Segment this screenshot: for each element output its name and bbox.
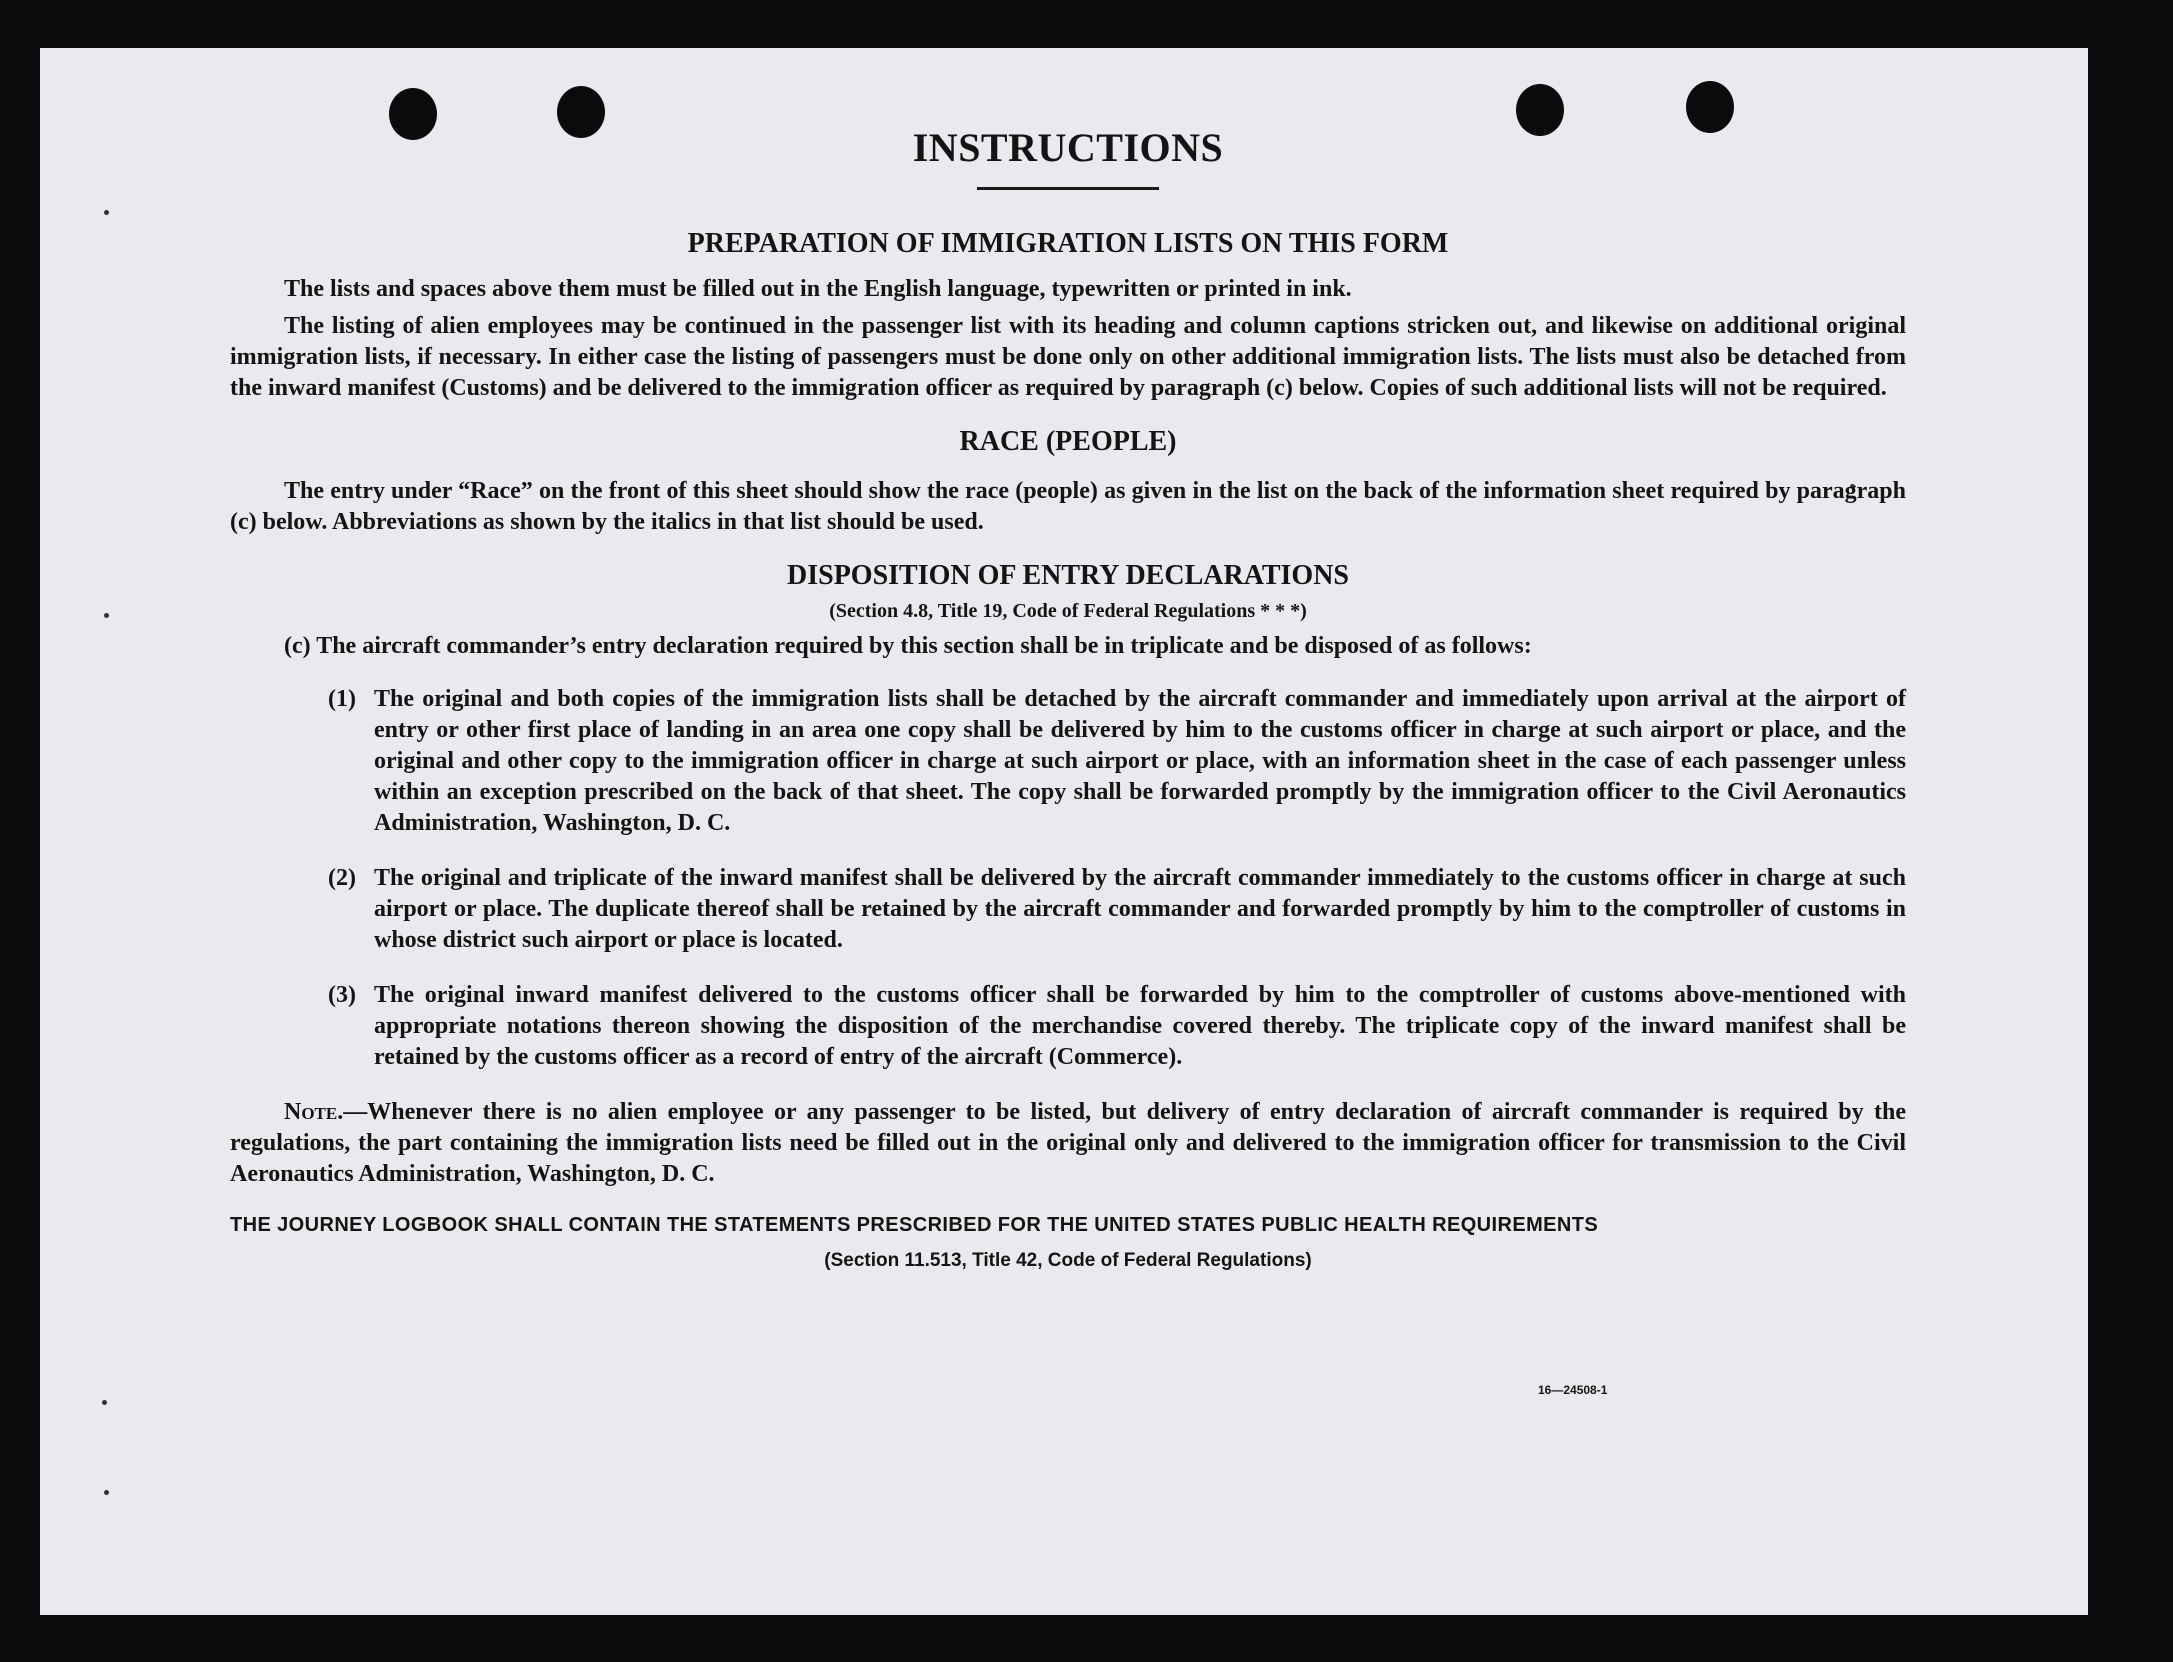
preparation-heading: PREPARATION OF IMMIGRATION LISTS ON THIS FORM <box>687 228 1449 259</box>
form-number: 16—24508-1 <box>1538 1383 1608 1397</box>
disposition-heading: DISPOSITION OF ENTRY DECLARATIONS <box>787 560 1349 591</box>
list-item <box>328 684 1906 839</box>
item-number: (2) <box>328 865 356 891</box>
health-requirements-citation: (Section 11.513, Title 42, Code of Federal Regulations) <box>824 1250 1312 1271</box>
list-item <box>328 863 1906 956</box>
health-requirements: THE JOURNEY LOGBOOK SHALL CONTAIN THE STATEMENTS PRESCRIBED FOR THE UNITED STATES PUBLIC HEALTH REQUIREMENTS <box>230 1214 1599 1236</box>
item-text: The original inward manifest delivered to the customs officer shall be forwarded by him to the comptroller of customs above-mentioned with appropriate notations thereon showing the disposition of the merchandise covered thereby. The triplicate copy of the inward manifest shall be retained by the customs officer as a record of entry of the aircraft (Commerce). <box>374 982 1906 1070</box>
preparation-paragraph-2: The listing of alien employees may be continued in the passenger list with its heading and column captions stricken out, and likewise on additional original immigration lists, if necessary. In either case the listing of passengers must be done only on other additional immigration lists. The lists must also be detached from the inward manifest (Customs) and be delivered to the immigration officer as required by paragraph (c) below. Copies of such additional lists will not be required. <box>230 313 1906 401</box>
instructions-content <box>230 124 1906 1276</box>
note-label: Note. <box>284 1099 344 1125</box>
disposition-subheading: (Section 4.8, Title 19, Code of Federal Regulations * * *) <box>829 600 1307 622</box>
race-heading: RACE (PEOPLE) <box>959 426 1177 457</box>
disposition-intro: (c) The aircraft commander’s entry declaration required by this section shall be in triplicate and be disposed of as follows: <box>284 633 1532 659</box>
item-text: The original and both copies of the immigration lists shall be detached by the aircraft commander and immediately upon arrival at the airport of entry or other first place of landing in an area one copy shall be delivered by him to the customs officer in charge at such airport or place, and the original and other copy to the immigration officer in charge at such airport or place, with an information sheet in the case of each passenger unless within an exception prescribed on the back of that sheet. The copy shall be forwarded promptly by the immigration officer to the Civil Aeronautics Administration, Washington, D. C. <box>374 686 1906 836</box>
speck <box>104 1490 109 1495</box>
document-sheet <box>40 48 2088 1615</box>
page-title: INSTRUCTIONS <box>912 125 1224 170</box>
speck <box>102 1400 107 1405</box>
speck <box>104 613 109 618</box>
note-paragraph <box>230 1097 1906 1190</box>
item-number: (1) <box>328 686 356 712</box>
note-text: —Whenever there is no alien employee or any passenger to be listed, but delivery of entry declaration of aircraft commander is required by the regulations, the part containing the immigration lists need be filled out in the original only and delivered to the immigration officer for transmission to the Civil Aeronautics Administration, Washington, D. C. <box>230 1099 1906 1187</box>
list-item <box>328 980 1906 1073</box>
preparation-paragraph-1: The lists and spaces above them must be filled out in the English language, typewritten or printed in ink. <box>284 276 1352 302</box>
item-number: (3) <box>328 982 356 1008</box>
speck <box>104 210 109 215</box>
race-paragraph: The entry under “Race” on the front of this sheet should show the race (people) as given in the list on the back of the information sheet required by paragraph (c) below. Abbreviations as shown by the italics in that list should be used. <box>230 478 1906 535</box>
item-text: The original and triplicate of the inward manifest shall be delivered by the aircraft commander immediately to the customs officer in charge at such airport or place. The duplicate thereof shall be retained by the aircraft commander and forwarded promptly by him to the comptroller of customs in whose district such airport or place is located. <box>374 865 1906 953</box>
title-underline <box>977 187 1159 190</box>
